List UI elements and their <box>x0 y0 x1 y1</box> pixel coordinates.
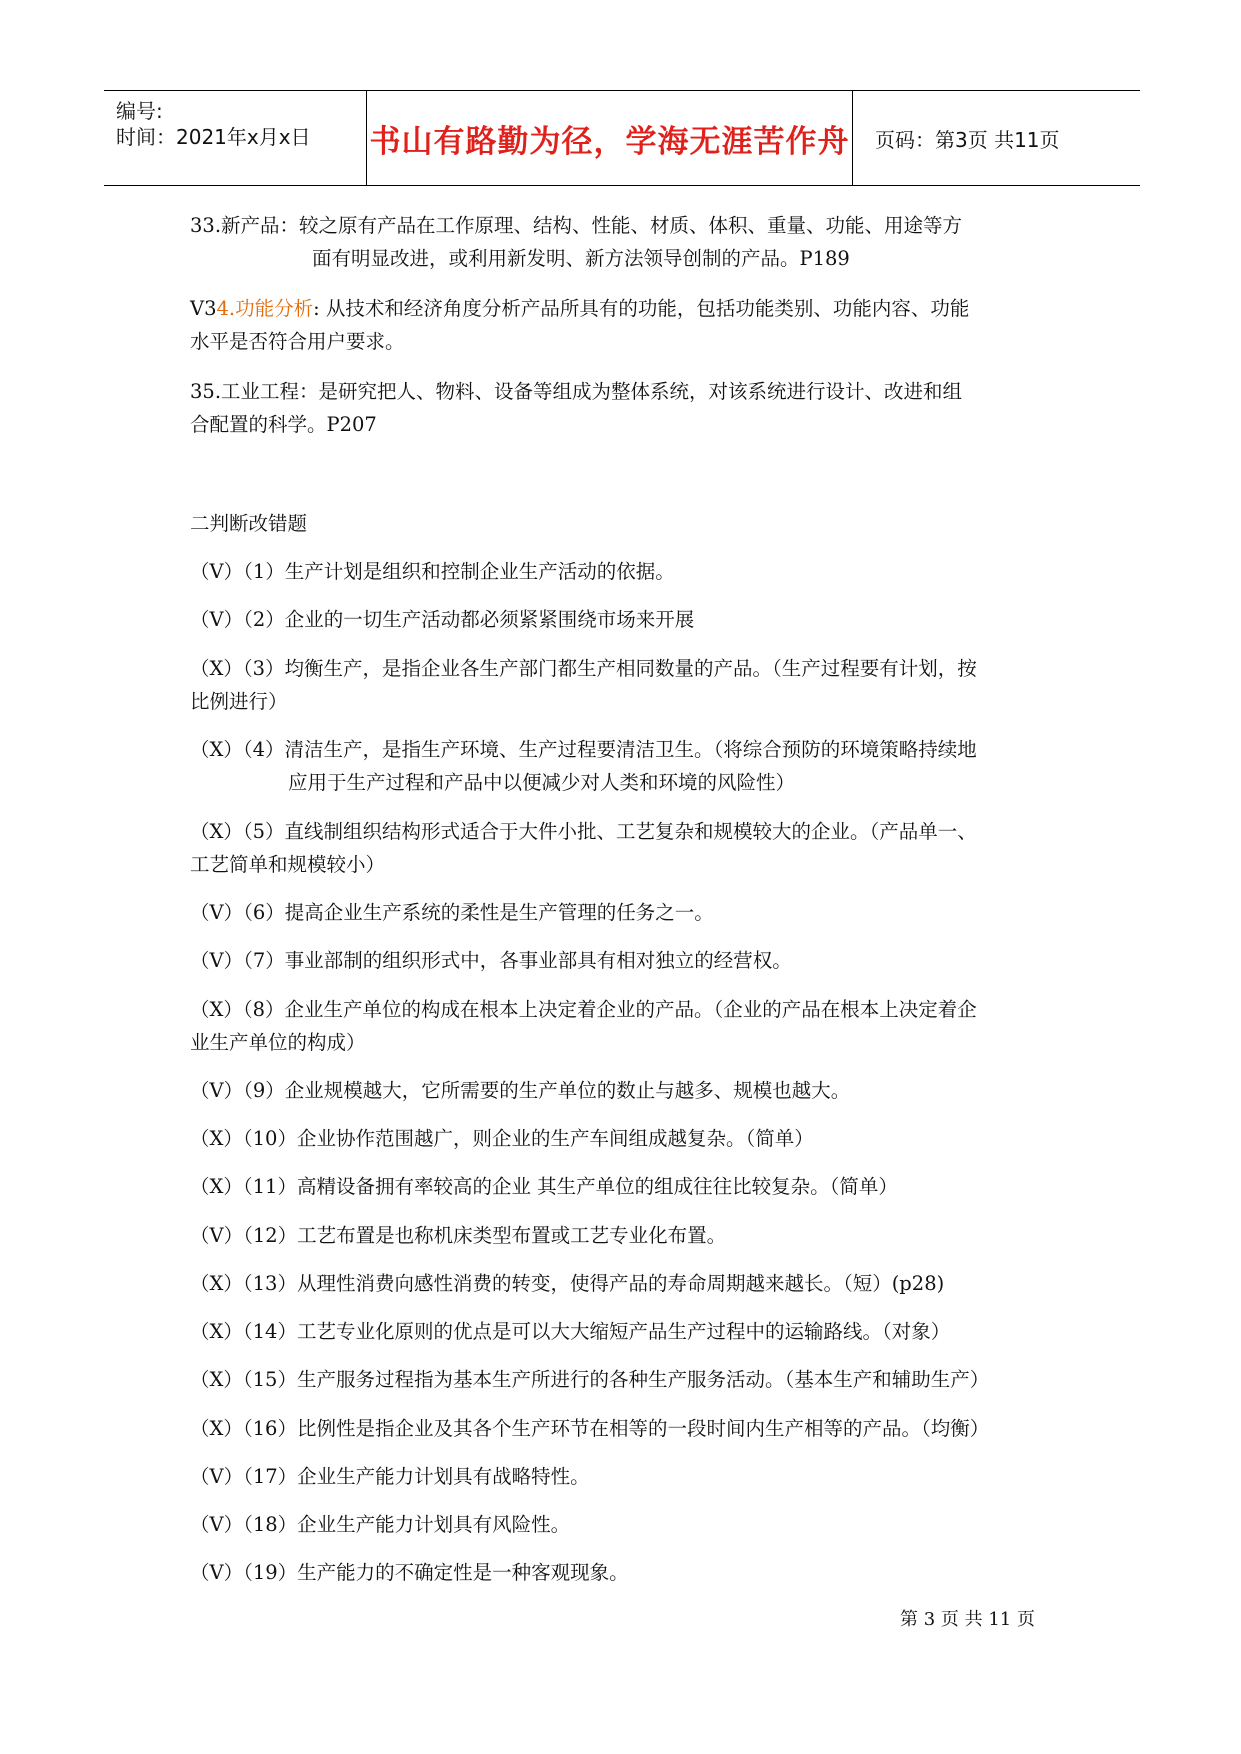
judgment-item: （X）（3）均衡生产，是指企业各生产部门都生产相同数量的产品。（生产过程要有计划，按 <box>190 657 977 680</box>
judgment-item: （X）（10）企业协作范围越广，则企业的生产车间组成越复杂。（简单） <box>190 1127 814 1150</box>
judgment-item-continuation: 应用于生产过程和产品中以便减少对人类和环境的风险性） <box>288 771 796 794</box>
definition-prefix: V3 <box>190 297 217 320</box>
judgment-item: （X）（8）企业生产单位的构成在根本上决定着企业的产品。（企业的产品在根本上决定着企 <box>190 998 977 1021</box>
judgment-item: （V）（6）提高企业生产系统的柔性是生产管理的任务之一。 <box>190 901 714 924</box>
judgment-item: （X）（5）直线制组织结构形式适合于大件小批、工艺复杂和规模较大的企业。（产品单一、 <box>190 820 977 843</box>
definition-line: 合配置的科学。P207 <box>190 413 377 436</box>
judgment-item: （V）（12）工艺布置是也称机床类型布置或工艺专业化布置。 <box>190 1224 727 1247</box>
header-page-label: 页码：第3页 共11页 <box>875 127 1060 152</box>
definition-line: 35.工业工程：是研究把人、物料、设备等组成为整体系统，对该系统进行设计、改进和组 <box>190 380 963 403</box>
judgment-item: （X）（16）比例性是指企业及其各个生产环节在相等的一段时间内生产相等的产品。（均衡） <box>190 1417 990 1440</box>
judgment-item: （X）（13）从理性消费向感性消费的转变，使得产品的寿命周期越来越长。（短）(p28) <box>190 1272 945 1295</box>
definition-text: : 从技术和经济角度分析产品所具有的功能，包括功能类别、功能内容、功能 <box>313 297 970 320</box>
judgment-item: （V）（9）企业规模越大，它所需要的生产单位的数止与越多、规模也越大。 <box>190 1079 851 1102</box>
definition-line <box>190 292 969 325</box>
document-date-label: 时间：2021年x月x日 <box>116 125 311 149</box>
header-page-cell <box>853 91 1140 185</box>
judgment-item: （V）（19）生产能力的不确定性是一种客观现象。 <box>190 1561 629 1584</box>
judgment-item: （X）（14）工艺专业化原则的优点是可以大大缩短产品生产过程中的运输路线。（对象） <box>190 1320 951 1343</box>
highlighted-term: 4.功能分析 <box>216 297 314 320</box>
page-footer: 第 3 页 共 11 页 <box>900 1609 1035 1630</box>
judgment-item: （X）（15）生产服务过程指为基本生产所进行的各种生产服务活动。（基本生产和辅助生产） <box>190 1368 990 1391</box>
definition-line: 33.新产品：较之原有产品在工作原理、结构、性能、材质、体积、重量、功能、用途等方 <box>190 214 963 237</box>
judgment-item: （V）（17）企业生产能力计划具有战略特性。 <box>190 1465 590 1488</box>
header-motto-cell <box>367 91 853 185</box>
judgment-item: （V）（7）事业部制的组织形式中，各事业部具有相对独立的经营权。 <box>190 949 792 972</box>
definition-line: 水平是否符合用户要求。 <box>190 330 405 353</box>
header-info-cell <box>104 91 367 185</box>
judgment-item: （X）（4）清洁生产，是指生产环境、生产过程要清洁卫生。（将综合预防的环境策略持续地 <box>190 738 977 761</box>
judgment-item: （X）（11）高精设备拥有率较高的企业 其生产单位的组成往往比较复杂。（简单） <box>190 1175 898 1198</box>
judgment-item: （V）（2）企业的一切生产活动都必须紧紧围绕市场来开展 <box>190 608 695 631</box>
header-motto: 书山有路勤为径，学海无涯苦作舟 <box>369 123 850 160</box>
judgment-item: （V）（18）企业生产能力计划具有风险性。 <box>190 1513 571 1536</box>
document-header <box>104 90 1140 186</box>
section-title: 二判断改错题 <box>190 512 308 535</box>
judgment-item-continuation: 比例进行） <box>190 690 288 713</box>
judgment-item: （V）（1）生产计划是组织和控制企业生产活动的依据。 <box>190 560 675 583</box>
judgment-item-continuation: 工艺简单和规模较小） <box>190 853 386 876</box>
definition-line: 面有明显改进，或利用新发明、新方法领导创制的产品。P189 <box>312 247 850 270</box>
judgment-item-continuation: 业生产单位的构成） <box>190 1031 366 1054</box>
document-number-label: 编号: <box>116 99 163 123</box>
